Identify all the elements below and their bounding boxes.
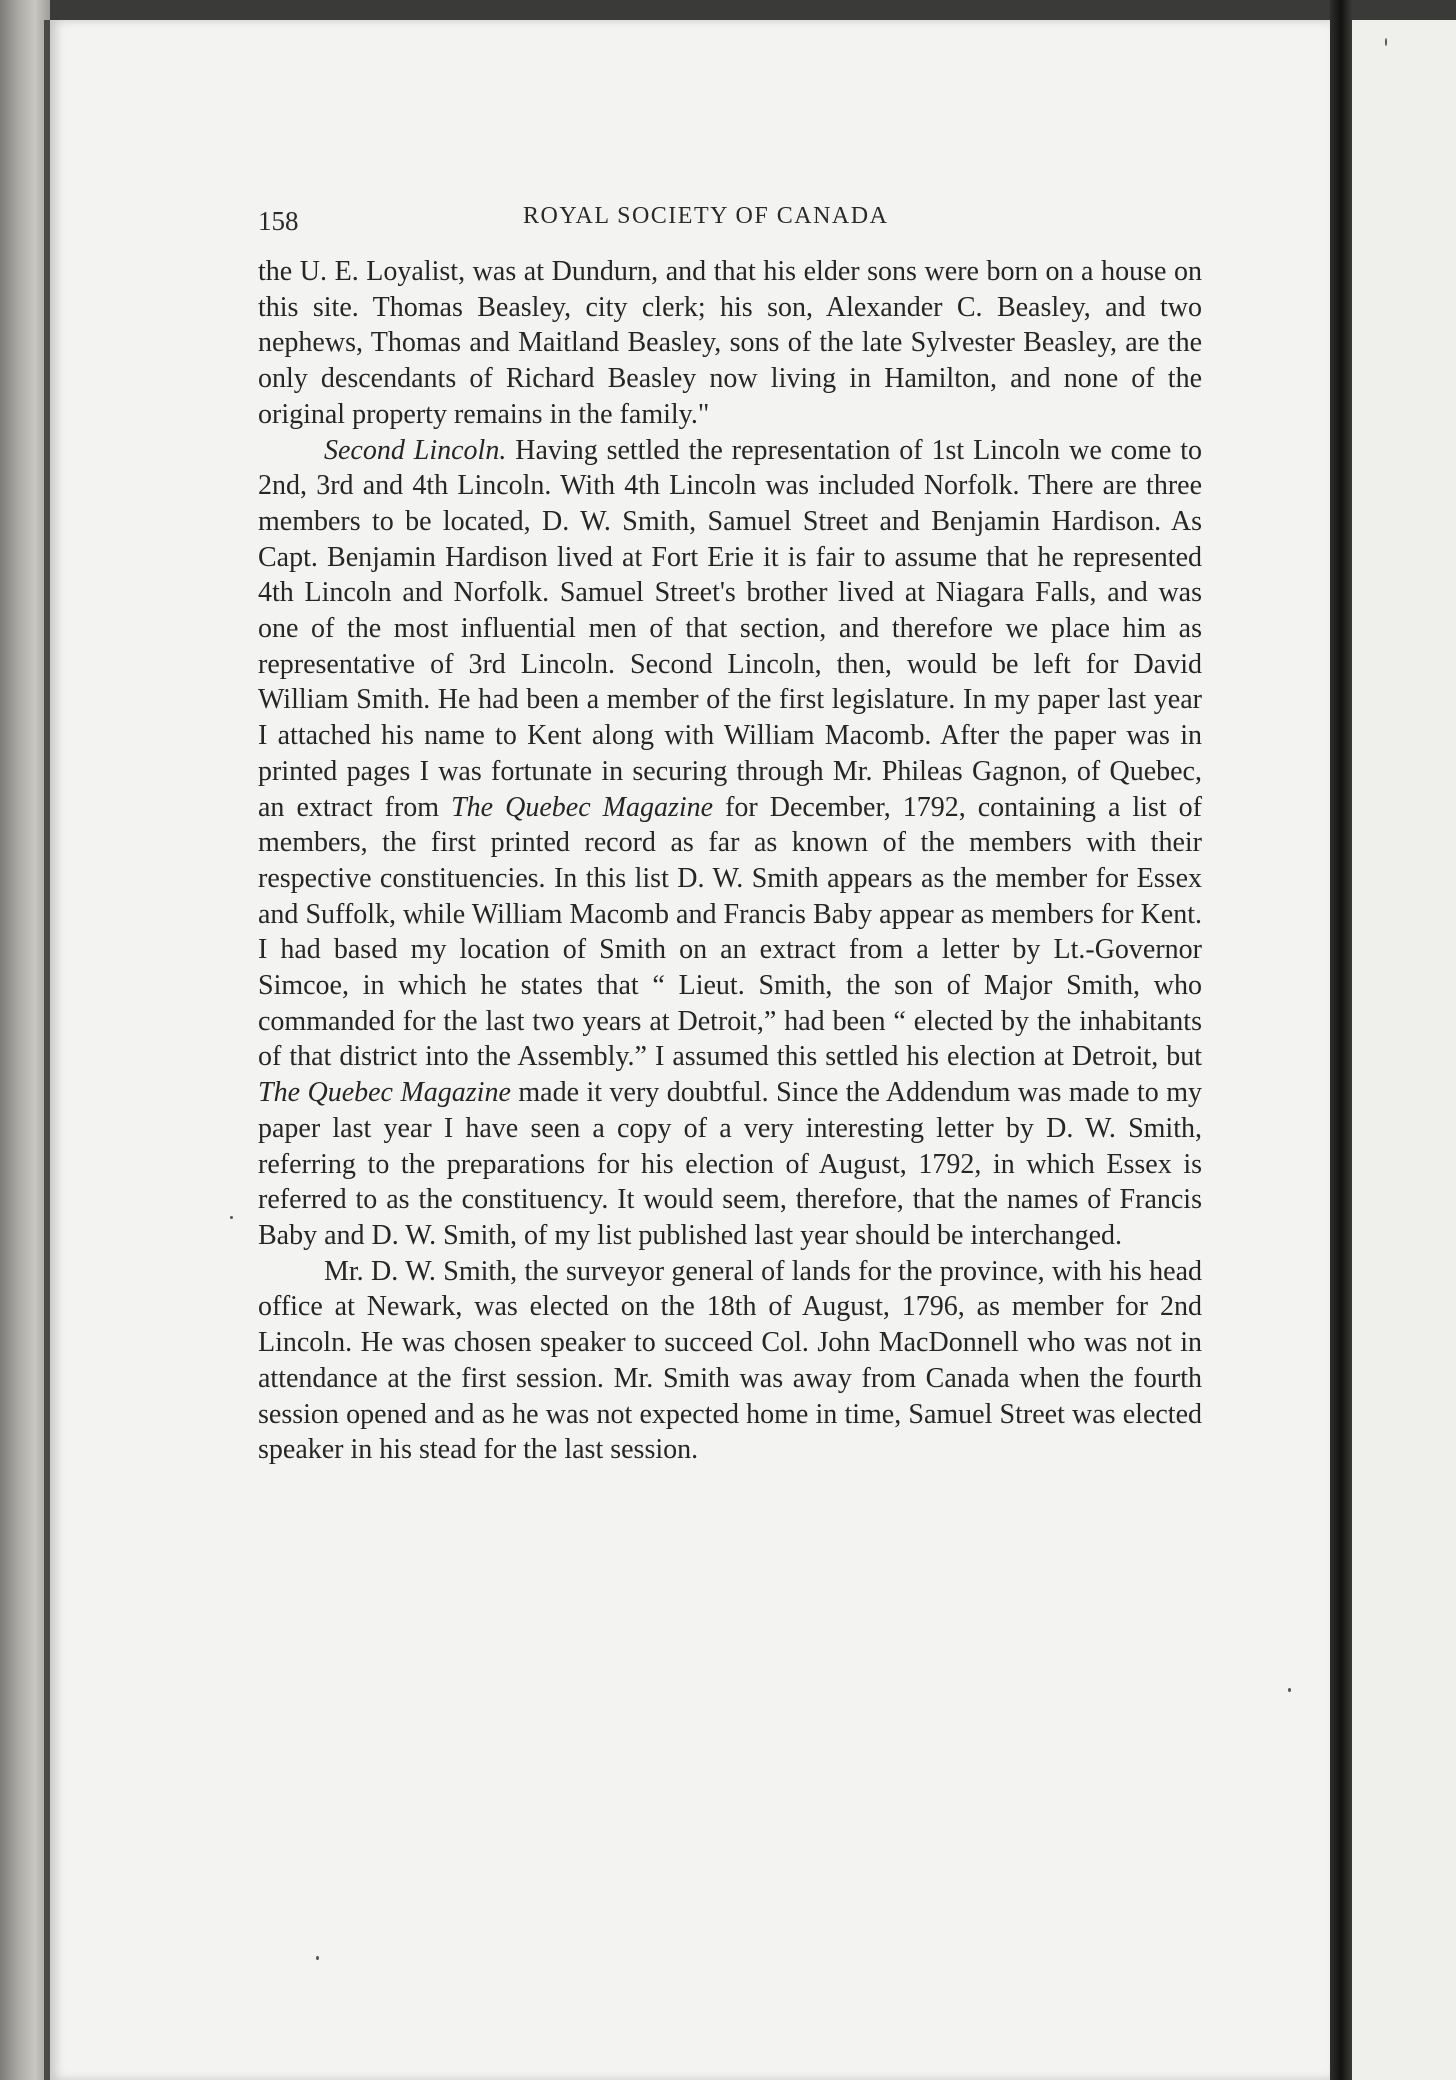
book-spine <box>1330 0 1352 2080</box>
text-segment: the U. E. Loyalist, was at Dundurn, and that his elder sons were born on a house on this site. Thomas Beasley, city clerk; his son, Alexander C. Beasley, and two nephews, Thomas and Maitland Beasley, sons of the late Sylvester Beasley, are the only descendants of Richard Beasley now living in Hamilton, and none of the original property remains in the family." <box>258 256 1202 430</box>
paragraph-continuation <box>258 254 1202 433</box>
scan-speck <box>230 1216 233 1219</box>
scan-top-shadow <box>0 0 1456 20</box>
text-segment: made it very doubtful. Since the Addendum was made to my paper last year I have seen a copy of a very interesting letter by D. W. Smith, referring to the preparations for his election of August, 1792, in which Essex is referred to as the constituency. It would seem, therefore, that the names of Francis Baby and D. W. Smith, of my list published last year should be interchanged. <box>258 1077 1202 1251</box>
text-segment: for December, 1792, containing a list of members, the first printed record as far as known of the members with their respective constituencies. In this list D. W. Smith appears as the member for Essex and Suffolk, while William Macomb and Francis Baby appear as members for Kent. I had based my location of Smith on an extract from a letter by Lt.-Governor Simcoe, in which he states that “ Lieut. Smith, the son of Major Smith, who commanded for the last two years at Detroit,” had been “ elected by the inhabitants of that district into the Assembly.” I assumed this settled his election at Detroit, but <box>258 791 1202 1073</box>
publication-title-italic: The Quebec Magazine <box>258 1077 511 1109</box>
page-number: 158 <box>258 206 299 236</box>
publication-title-italic: The Quebec Magazine <box>451 791 714 823</box>
running-head <box>258 196 1208 236</box>
running-title: ROYAL SOCIETY OF CANADA <box>523 203 889 229</box>
scan-speck <box>316 1956 319 1960</box>
book-page-edges <box>0 0 50 2080</box>
scan-speck <box>1385 38 1387 46</box>
text-segment: Having settled the representation of 1st Lincoln we come to 2nd, 3rd and 4th Lincoln. With 4th Lincoln was included Norfolk. There are three members to be located, D. W. Smith, Samuel Street and Benjamin Hardison. As Capt. Benjamin Hardison lived at Fort Erie it is fair to assume that he represented 4th Lincoln and Norfolk. Samuel Street's brother lived at Niagara Falls, and was one of the most influential men of that section, and therefore we place him as representative of 3rd Lincoln. Second Lincoln, then, would be left for David William Smith. He had been a member of the first legislature. In my paper last year I attached his name to Kent along with William Macomb. After the paper was in printed pages I was fortunate in securing through Mr. Phileas Gagnon, of Quebec, an extract from <box>258 434 1202 823</box>
paragraph-second-lincoln <box>258 433 1202 1254</box>
body-text <box>258 254 1202 1468</box>
scan-speck <box>1288 1688 1291 1692</box>
section-heading-italic: Second Lincoln. <box>324 434 507 466</box>
paragraph-smith-speaker <box>258 1254 1202 1468</box>
text-segment: Mr. D. W. Smith, the surveyor general of lands for the province, with his head office at Newark, was elected on the 18th of August, 1796, as member for 2nd Lincoln. He was chosen speaker to succeed Col. John MacDonnell who was not in attendance at the first session. Mr. Smith was away from Canada when the fourth session opened and as he was not expected home in time, Samuel Street was elected speaker in his stead for the last session. <box>258 1255 1202 1466</box>
facing-page-edge <box>1352 20 1456 2080</box>
